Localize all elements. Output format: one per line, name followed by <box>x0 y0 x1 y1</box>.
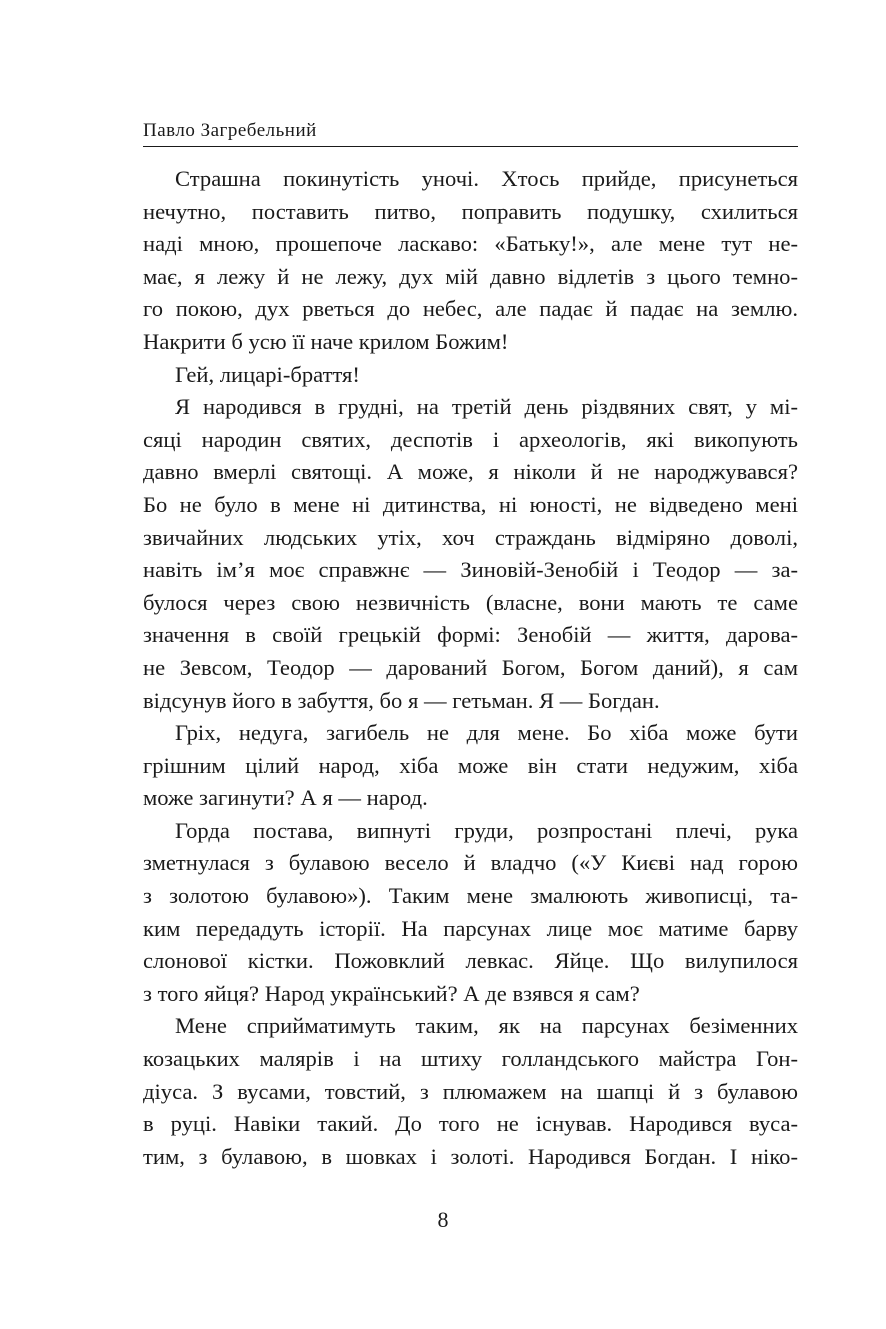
text-line: з того яйця? Народ український? А де взявся я сам? <box>143 980 640 1006</box>
text-line: наді мною, прошепоче ласкаво: «Батьку!», але мене тут не- <box>143 231 798 257</box>
text-line: Бо не було в мене ні дитинства, ні юності, не відведено мені <box>143 491 798 517</box>
text-line: значення в своїй грецькій формі: Зенобій — життя, дарова- <box>143 622 798 648</box>
running-head <box>143 119 798 147</box>
running-head-author: Павло Загребельний <box>143 120 317 141</box>
text-line: відсунув його в забуття, бо я — гетьман. Я — Богдан. <box>143 687 660 713</box>
text-line: грішним цілий народ, хіба може він стати недужим, хіба <box>143 752 798 778</box>
text-line: навіть ім’я моє справжнє — Зиновій-Зенобій і Теодор — за- <box>143 557 798 583</box>
body-text <box>143 163 798 1173</box>
text-line: може загинути? А я — народ. <box>143 785 428 811</box>
text-line: Горда постава, випнуті груди, розпростані плечі, рука <box>175 817 798 843</box>
text-line: тим, з булавою, в шовках і золоті. Народився Богдан. І ніко- <box>143 1143 798 1169</box>
text-line: давно вмерлі святощі. А може, я ніколи й не народжувався? <box>143 459 798 485</box>
text-line: в руці. Навіки такий. До того не існував. Народився вуса- <box>143 1111 798 1137</box>
text-line: має, я лежу й не лежу, дух мій давно відлетів з цього темно- <box>143 263 798 289</box>
text-line: Гріх, недуга, загибель не для мене. Бо хіба може бути <box>175 720 798 746</box>
page-number: 8 <box>437 1207 449 1232</box>
text-line: ким передадуть історії. На парсунах лице моє матиме барву <box>143 915 798 941</box>
text-line: Я народився в грудні, на третій день різдвяних свят, у мі- <box>175 394 798 420</box>
text-line: козацьких малярів і на штиху голландського майстра Гон- <box>143 1046 798 1072</box>
text-line: діуса. З вусами, товстий, з плюмажем на шапці й з булавою <box>143 1078 798 1104</box>
text-line: зметнулася з булавою весело й владчо («У Києві над горою <box>143 850 798 876</box>
text-line: нечутно, поставить питво, поправить подушку, схилиться <box>143 198 798 224</box>
text-line: з золотою булавою»). Таким мене змалюють живописці, та- <box>143 883 798 909</box>
text-line: Страшна покинутість уночі. Хтось прийде, присунеться <box>175 166 798 191</box>
text-line: Гей, лицарі-браття! <box>175 361 360 387</box>
text-line: звичайних людських утіх, хоч страждань відміряно доволі, <box>143 524 798 550</box>
text-line: Накрити б усю її наче крилом Божим! <box>143 328 509 354</box>
text-line: булося через свою незвичність (власне, вони мають те саме <box>143 589 798 615</box>
text-line: Мене сприйматимуть таким, як на парсунах безіменних <box>175 1013 798 1039</box>
text-line: го покою, дух рветься до небес, але падає й падає на землю. <box>143 296 798 322</box>
text-line: слонової кістки. Пожовклий левкас. Яйце. Що вилупилося <box>143 948 798 974</box>
text-line: не Зевсом, Теодор — дарований Богом, Богом даний), я сам <box>143 654 798 680</box>
text-line: сяці народин святих, деспотів і археологів, які викопують <box>143 426 798 452</box>
